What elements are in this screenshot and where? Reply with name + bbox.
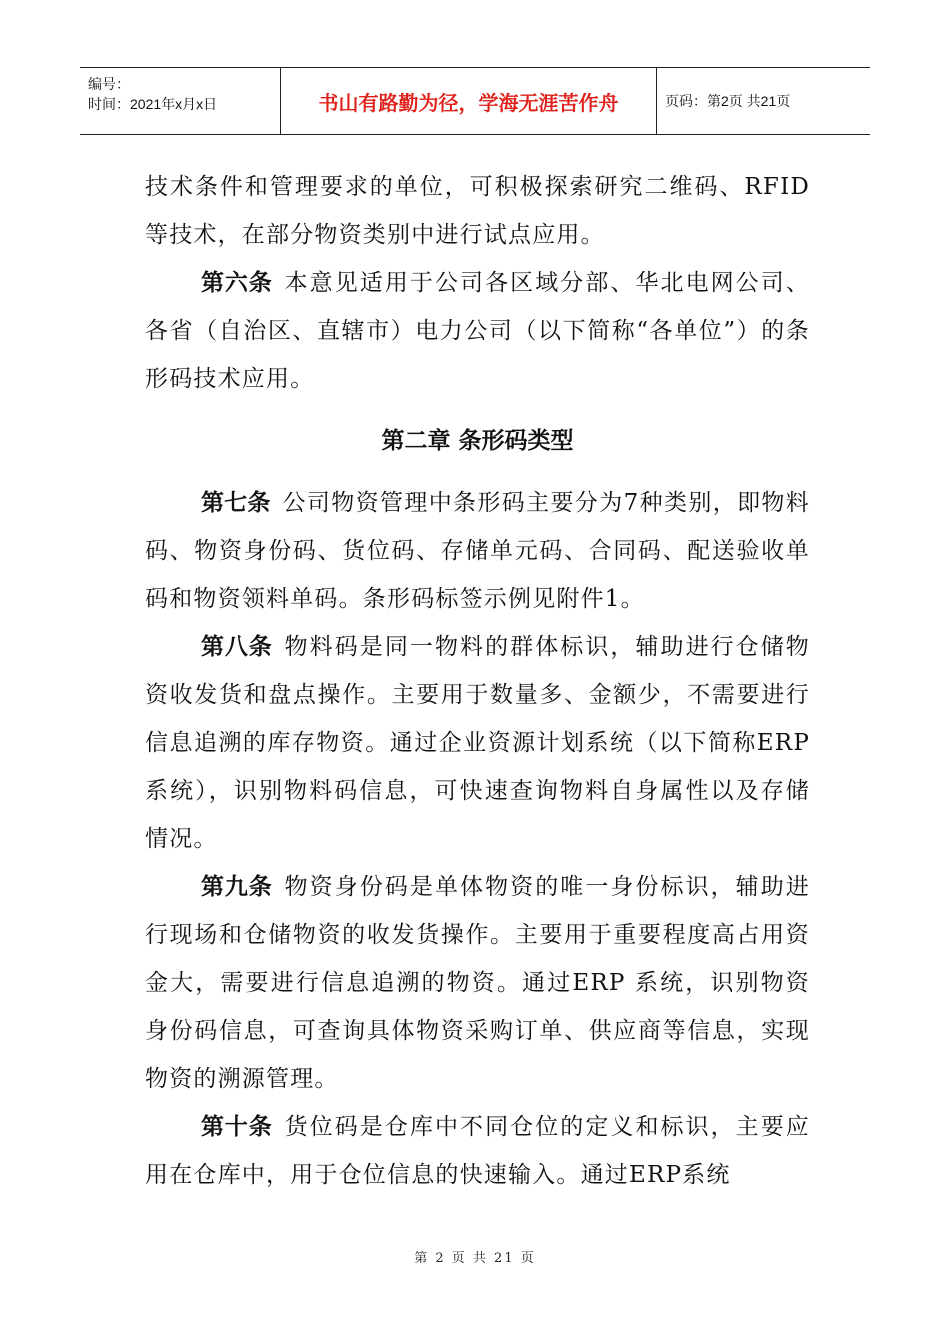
article-9-text: 物资身份码是单体物资的唯一身份标识，辅助进行现场和仓储物资的收发货操作。主要用于重要程度高占用资金大，需要进行信息追溯的物资。通过ERP 系统，识别物资身份码信息，可查询具体物资采购订单、供应商等信息，实现物资的溯源管理。 (145, 874, 811, 1092)
header-time-label: 时间：2021年x月x日 (88, 96, 218, 112)
header-number-label: 编号： (88, 76, 130, 92)
header-page-info: 页码：第2页 共21页 (665, 93, 791, 109)
article-10-text: 货位码是仓库中不同仓位的定义和标识，主要应用在仓库中，用于仓位信息的快速输入。通过ERP系统 (145, 1114, 811, 1188)
document-body (145, 163, 810, 1199)
article-8 (145, 623, 810, 863)
article-6-label: 第六条 (201, 270, 273, 296)
article-8-text: 物料码是同一物料的群体标识，辅助进行仓储物资收发货和盘点操作。主要用于数量多、金额少，不需要进行信息追溯的库存物资。通过企业资源计划系统（以下简称ERP 系统），识别物料码信息，可快速查询物料自身属性以及存储情况。 (145, 634, 811, 852)
article-7-text: 公司物资管理中条形码主要分为7种类别，即物料码、物资身份码、货位码、存储单元码、合同码、配送验收单码和物资领料单码。条形码标签示例见附件1。 (145, 490, 810, 612)
header-meta (80, 68, 281, 134)
article-7 (145, 479, 810, 623)
article-6-text: 本意见适用于公司各区域分部、华北电网公司、各省（自治区、直辖市）电力公司（以下简称“各单位”）的条形码技术应用。 (145, 270, 811, 392)
chapter-title: 第二章 条形码类型 (381, 428, 574, 454)
article-7-label: 第七条 (201, 490, 271, 516)
article-9-label: 第九条 (201, 874, 273, 900)
header-motto: 书山有路勤为径，学海无涯苦作舟 (281, 68, 657, 134)
article-9 (145, 863, 810, 1103)
page-footer: 第 2 页 共 21 页 (414, 1251, 536, 1266)
paragraph-continued: 技术条件和管理要求的单位，可积极探索研究二维码、RFID等技术，在部分物资类别中进行试点应用。 (145, 174, 810, 248)
page-header (80, 67, 870, 135)
article-8-label: 第八条 (201, 634, 273, 660)
article-10-label: 第十条 (201, 1114, 273, 1140)
article-10 (145, 1103, 810, 1199)
article-6 (145, 259, 810, 403)
